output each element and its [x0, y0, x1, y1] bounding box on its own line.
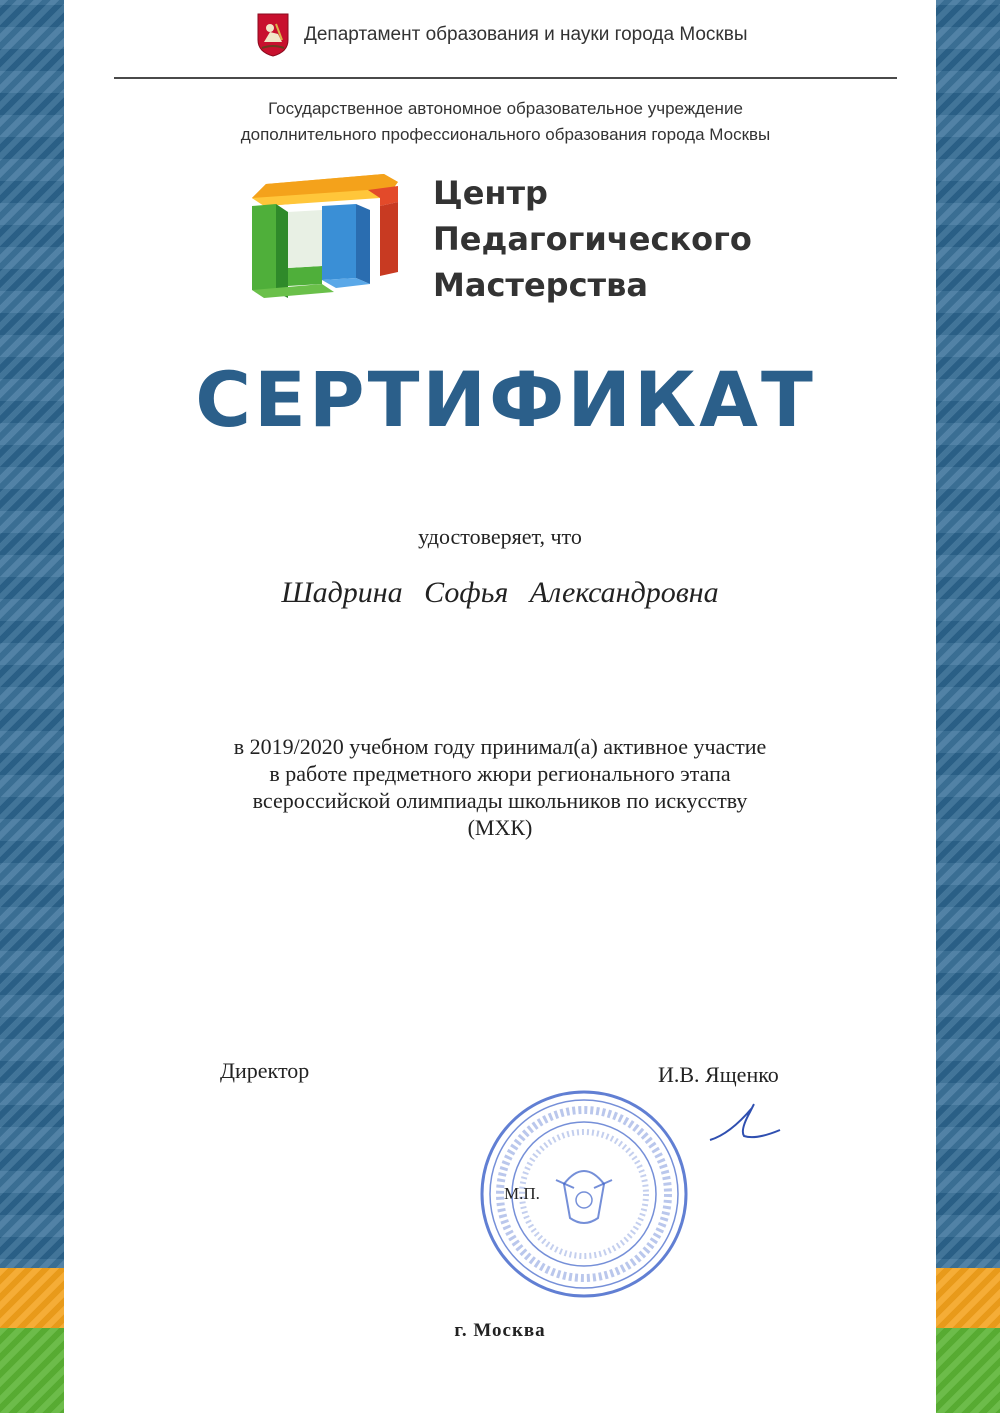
- center-name: [433, 170, 752, 308]
- body-line: всероссийской олимпиады школьников по искусству: [252, 788, 748, 813]
- right-decorative-band: [936, 0, 1000, 1413]
- center-name-line: Педагогического: [433, 220, 752, 258]
- organization-name: [114, 96, 897, 148]
- left-decorative-band: [0, 0, 64, 1413]
- body-line: в 2019/2020 учебном году принимал(а) активное участие: [233, 734, 767, 759]
- organization-line: дополнительного профессионального образования города Москвы: [240, 125, 771, 144]
- recipient-name: Шадрина Софья Александровна: [281, 576, 719, 609]
- department-header: [256, 8, 748, 62]
- organization-line: Государственное автономное образовательное учреждение: [268, 99, 743, 118]
- director-signature-icon: [700, 1090, 790, 1150]
- center-name-line: Мастерства: [433, 266, 648, 304]
- director-title: Директор: [220, 1058, 310, 1083]
- certifies-text: удостоверяет, что: [418, 524, 582, 549]
- certificate-body: [140, 733, 860, 841]
- department-name: Департамент образования и науки города Москвы: [304, 24, 748, 45]
- seal-place-label: М.П.: [504, 1184, 540, 1203]
- body-line: в работе предметного жюри регионального этапа: [269, 761, 731, 786]
- director-name: И.В. Ященко: [658, 1062, 779, 1087]
- moscow-coat-of-arms-icon: [256, 12, 290, 58]
- body-line: (МХК): [467, 815, 533, 840]
- left-orange-stripe: [0, 1268, 64, 1328]
- right-orange-stripe: [936, 1268, 1000, 1328]
- city-label: г. Москва: [454, 1320, 546, 1341]
- center-logo-icon: [248, 172, 402, 302]
- header-divider: [114, 77, 897, 79]
- center-name-line: Центр: [433, 174, 548, 212]
- certificate-title: СЕРТИФИКАТ: [195, 355, 816, 444]
